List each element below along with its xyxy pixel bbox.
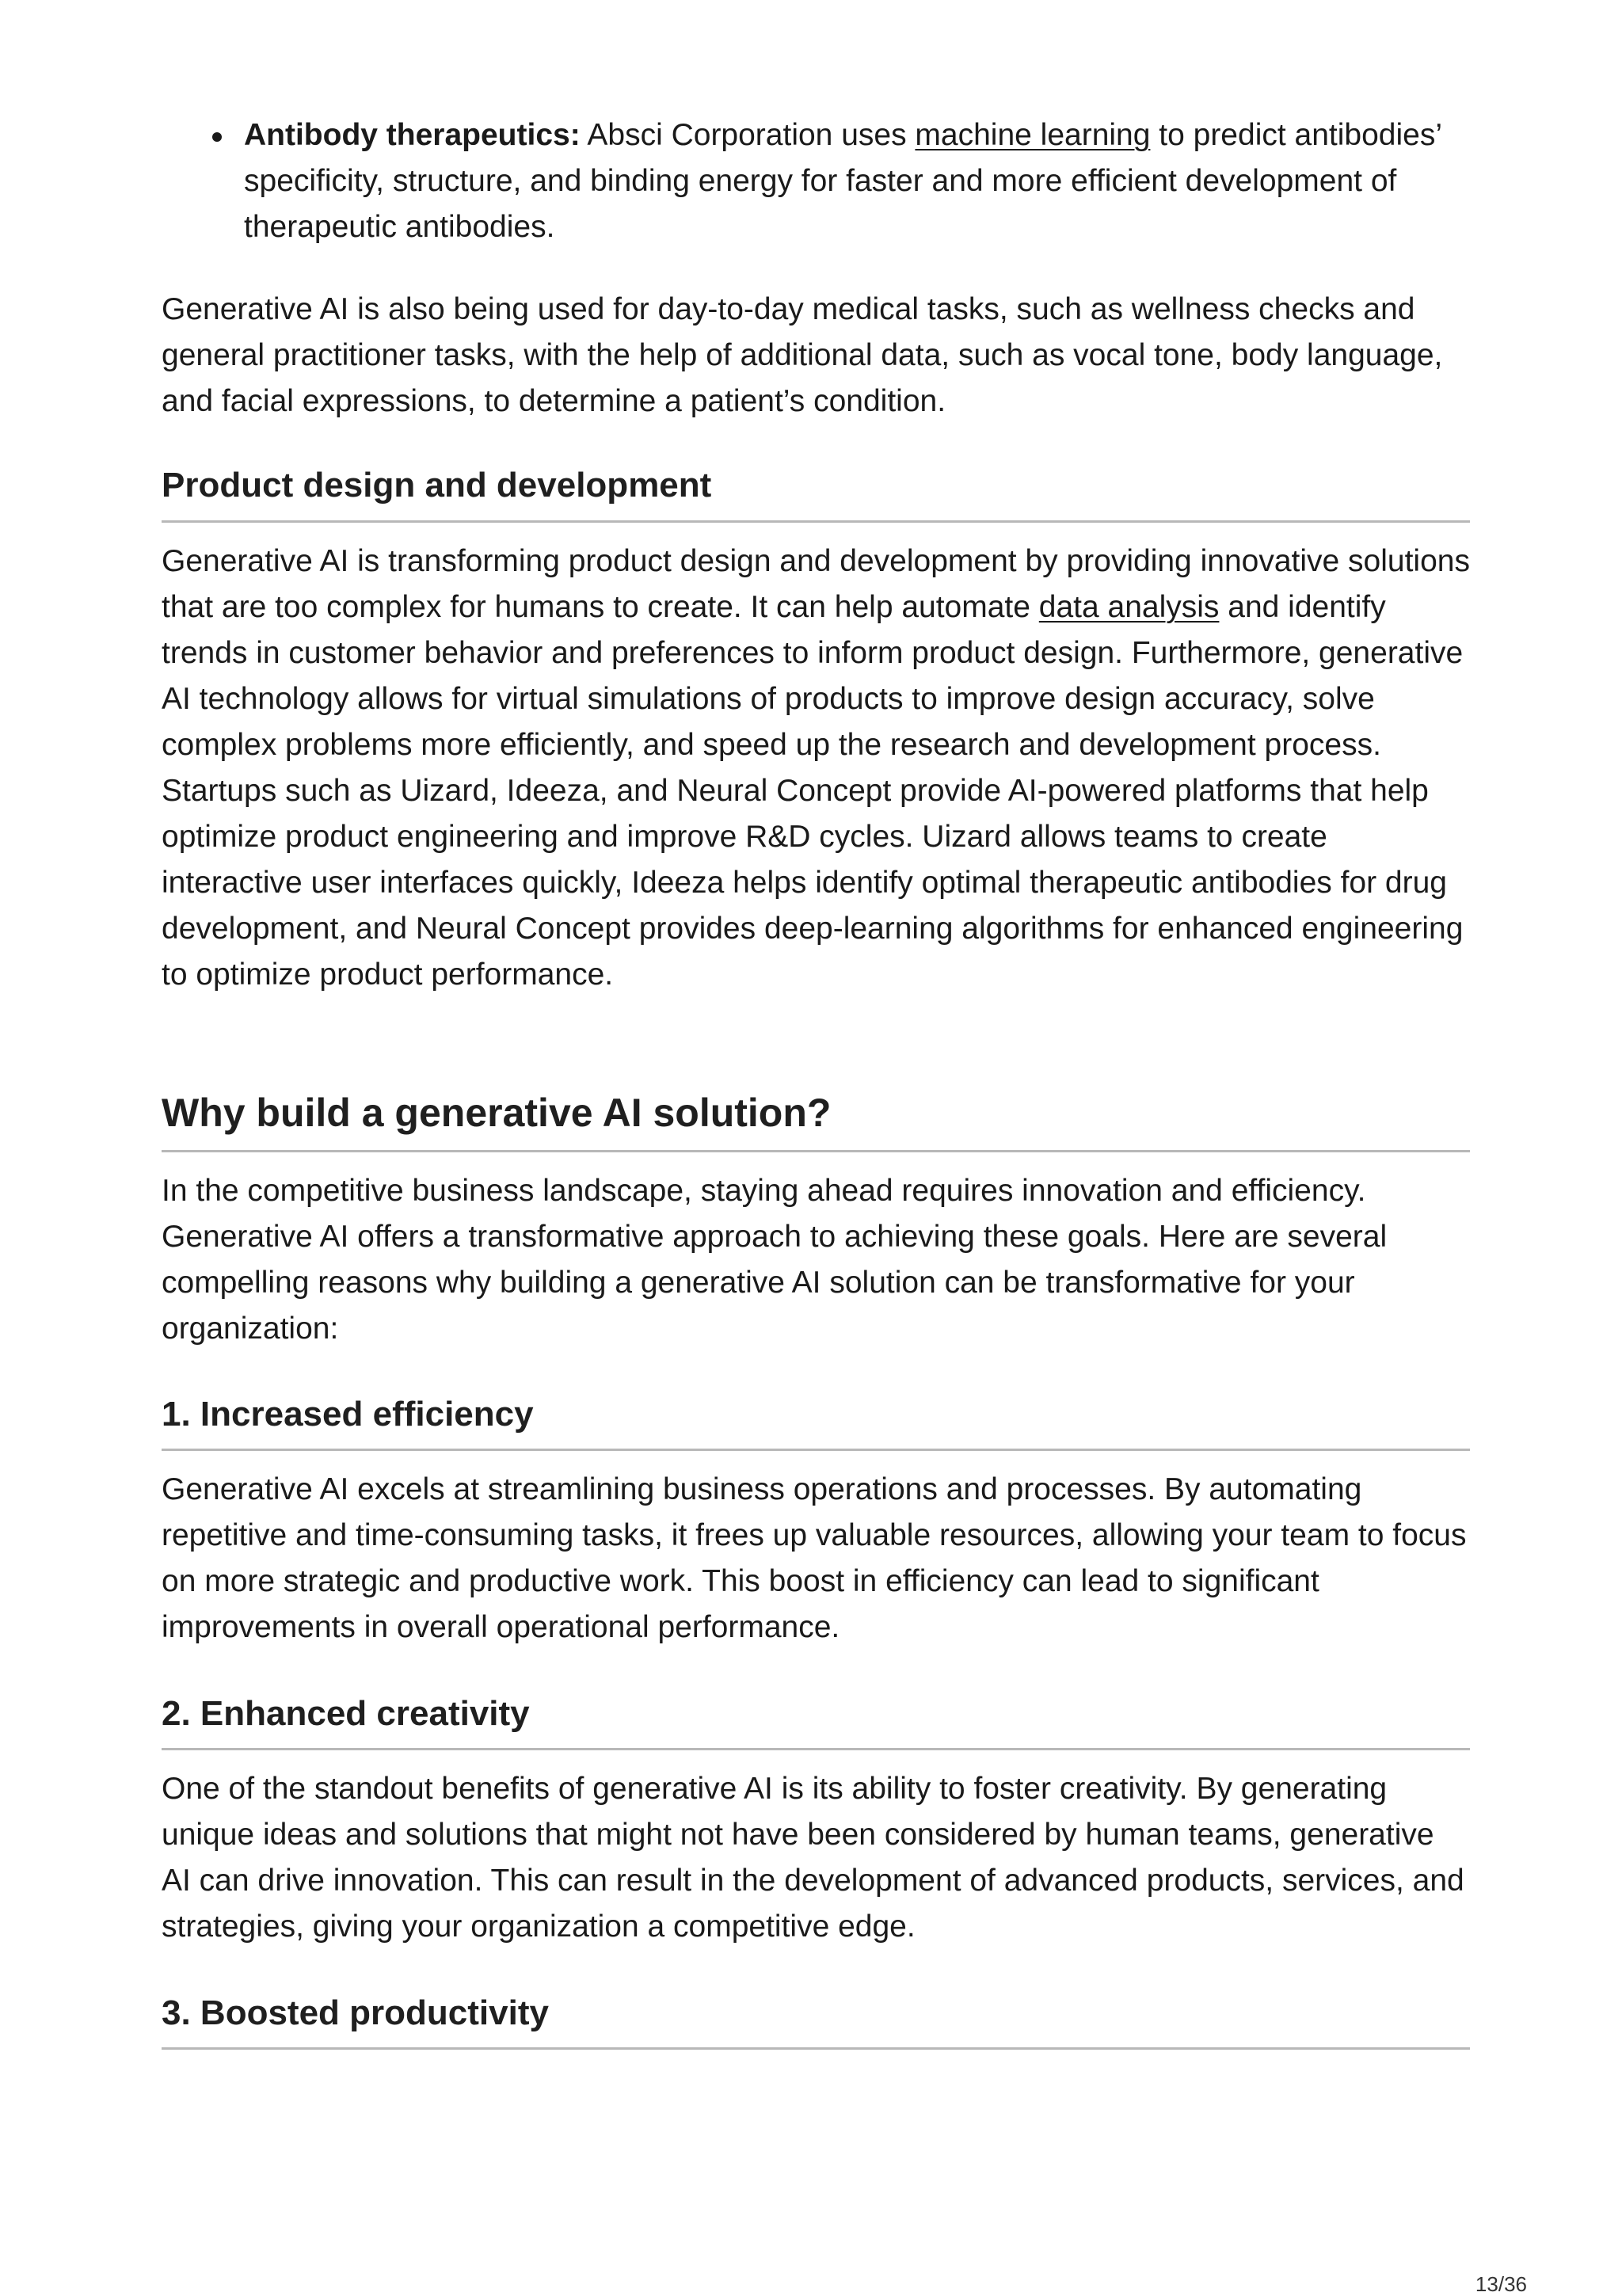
data-analysis-link[interactable]: data analysis [1038,590,1220,624]
heading-boosted-productivity: 3. Boosted productivity [162,1993,549,2032]
heading-product-design: Product design and development [162,466,712,505]
paragraph-text: Generative AI is transforming product design and development by providing innovative solutions that are too complex for humans to create. It can help automate [162,544,1470,624]
heading-increased-efficiency: 1. Increased efficiency [162,1395,534,1434]
paragraph-why-build: In the competitive business landscape, staying ahead requires innovation and efficiency. Generative AI offers a transformative approach to achieving these goals. Here are several compelling reasons why building a generative AI solution can be transformative for your organization: [162,1174,1388,1346]
heading-rule [162,2047,1470,2050]
paragraph-text-continued: and identify trends in customer behavior and preferences to inform product design. Furthermore, generative AI technology allows for virtual simulations of products to improve design accuracy, solve complex problems more efficiently, and speed up the research and development process. Startups such as Uizard, Ideeza, and Neural Concept provide AI-powered platforms that help optimize product engineering and improve R&D cycles. Uizard allows teams to create interactive user interfaces quickly, Ideeza helps identify optimal therapeutic antibodies for drug development, and Neural Concept provides deep-learning algorithms for enhanced engineering to optimize product performance. [162,590,1464,992]
bullet-text-continued: to predict antibodies’ specificity, structure, and binding energy for faster and more efficient development of therapeutic antibodies. [244,118,1441,244]
machine-learning-link[interactable]: machine learning [915,118,1151,152]
bullet-text: Absci Corporation uses [580,118,916,152]
page-number: 13/36 [1475,2272,1527,2296]
paragraph-medical: Generative AI is also being used for day-to-day medical tasks, such as wellness checks and general practitioner tasks, with the help of additional data, such as vocal tone, body language, and facial expressions, to determine a patient’s condition. [162,292,1443,418]
bullet-term: Antibody therapeutics: [244,118,581,152]
heading-rule [162,1150,1470,1152]
heading-rule [162,1449,1470,1451]
heading-rule [162,1748,1470,1750]
heading-enhanced-creativity: 2. Enhanced creativity [162,1694,530,1733]
paragraph-product-design [162,539,1470,998]
list-item [162,112,1470,250]
paragraph-creativity: One of the standout benefits of generative AI is its ability to foster creativity. By generating unique ideas and solutions that might not have been considered by human teams, generative AI can drive innovation. This can result in the development of advanced products, services, and strategies, giving your organization a competitive edge. [162,1772,1464,1944]
heading-rule [162,520,1470,523]
paragraph-efficiency: Generative AI excels at streamlining business operations and processes. By automating repetitive and time-consuming tasks, it frees up valuable resources, allowing your team to focus on more strategic and productive work. This boost in efficiency can lead to significant improvements in overall operational performance. [162,1472,1467,1644]
bullet-icon [212,132,222,142]
bullet-list [162,112,1470,250]
heading-why-build: Why build a generative AI solution? [162,1091,832,1135]
